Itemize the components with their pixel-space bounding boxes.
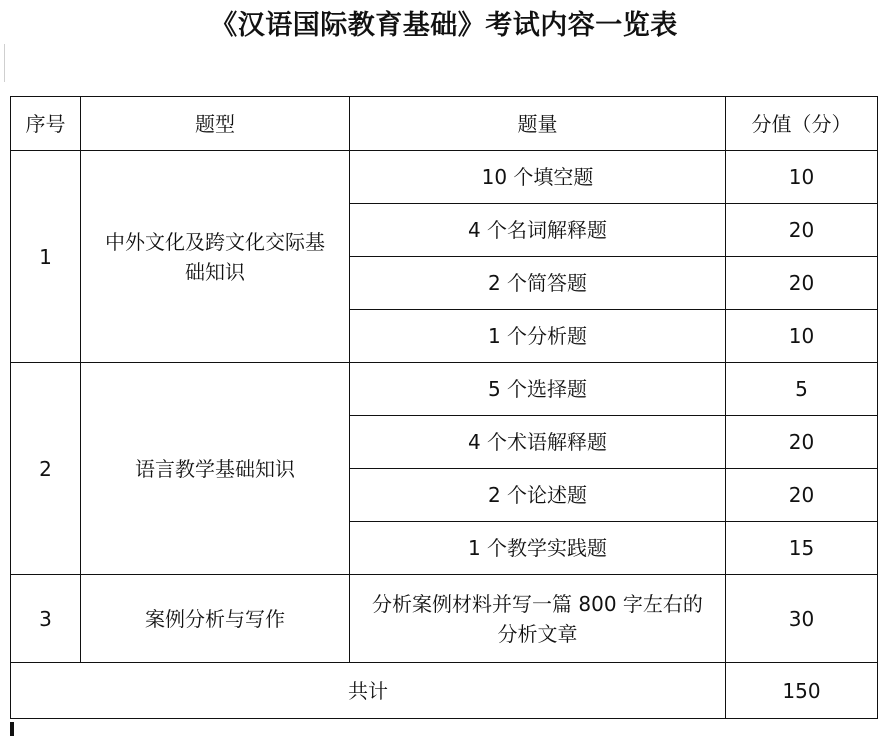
item-count: 10 个填空题 — [350, 151, 726, 204]
section-1-type: 中外文化及跨文化交际基础知识 — [81, 151, 350, 363]
page-edge-mark-bottom — [10, 722, 14, 736]
section-3-index: 3 — [11, 575, 81, 663]
header-type: 题型 — [81, 97, 350, 151]
item-score: 5 — [726, 363, 878, 416]
table-row — [11, 575, 878, 663]
item-score: 10 — [726, 151, 878, 204]
table-row — [11, 363, 878, 416]
exam-content-table — [10, 96, 878, 719]
item-count: 1 个分析题 — [350, 310, 726, 363]
header-index: 序号 — [11, 97, 81, 151]
total-label: 共计 — [11, 663, 726, 719]
item-score: 20 — [726, 469, 878, 522]
section-1-index: 1 — [11, 151, 81, 363]
item-score: 15 — [726, 522, 878, 575]
item-count: 分析案例材料并写一篇 800 字左右的分析文章 — [350, 575, 726, 663]
item-count: 4 个名词解释题 — [350, 204, 726, 257]
item-score: 10 — [726, 310, 878, 363]
document-title: 《汉语国际教育基础》考试内容一览表 — [210, 10, 678, 41]
item-score: 20 — [726, 257, 878, 310]
header-score: 分值（分） — [726, 97, 878, 151]
table-header-row — [11, 97, 878, 151]
table-row — [11, 151, 878, 204]
item-score: 20 — [726, 416, 878, 469]
item-count: 2 个论述题 — [350, 469, 726, 522]
item-count: 1 个教学实践题 — [350, 522, 726, 575]
page-edge-mark — [0, 44, 5, 82]
item-count: 2 个简答题 — [350, 257, 726, 310]
item-score: 20 — [726, 204, 878, 257]
section-2-type: 语言教学基础知识 — [81, 363, 350, 575]
item-score: 30 — [726, 575, 878, 663]
item-count: 4 个术语解释题 — [350, 416, 726, 469]
section-3-type: 案例分析与写作 — [81, 575, 350, 663]
total-score: 150 — [726, 663, 878, 719]
item-count: 5 个选择题 — [350, 363, 726, 416]
table-total-row — [11, 663, 878, 719]
header-count: 题量 — [350, 97, 726, 151]
section-2-index: 2 — [11, 363, 81, 575]
